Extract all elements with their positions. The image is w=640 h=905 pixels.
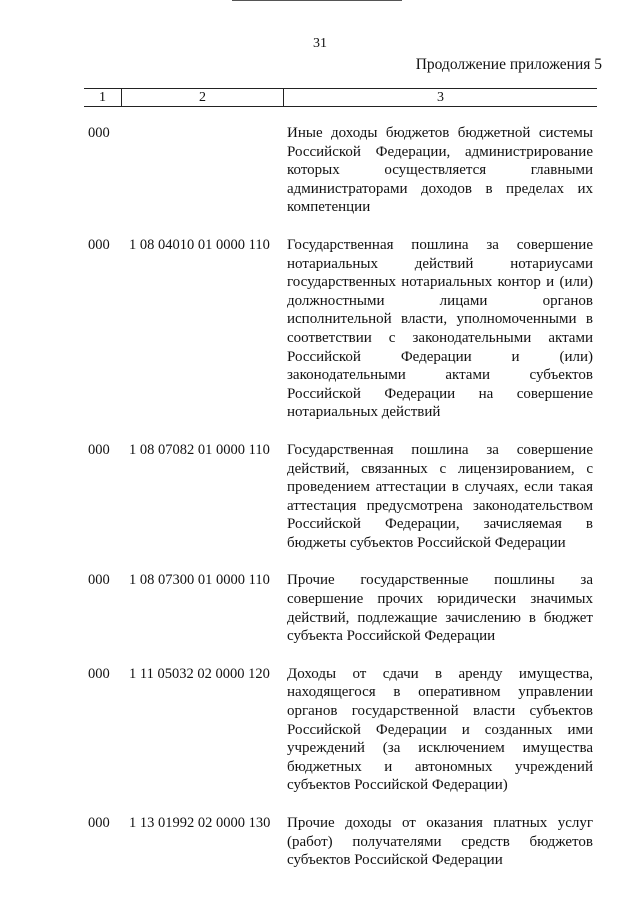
appendix-continuation-note: Продолжение приложения 5	[415, 56, 602, 73]
table-body	[0, 124, 640, 889]
header-col-3: 3	[437, 90, 444, 105]
admin-code: 000	[88, 441, 110, 458]
budget-classification-code: 1 13 01992 02 0000 130	[129, 815, 271, 831]
admin-code: 000	[88, 815, 110, 831]
income-description: Доходы от сдачи в аренду имущества, находящегося в оперативном управлении органов государственной власти субъектов Российской Федерации и созданных ими учреждений (за исключением имущества бюджетных и автономных учреждений субъектов Российской Федерации)	[287, 665, 593, 794]
budget-classification-code: 1 08 07082 01 0000 110	[129, 441, 270, 458]
income-description: Государственная пошлина за совершение нотариальных действий нотариусами государственных нотариальных контор и (или) должностными лицами органов исполнительной власти, уполномоченными в соответствии с законодательными актами Российской Федерации и (или) законодательными актами субъектов Российской Федерации на совершение нотариальных действий	[287, 236, 593, 421]
table-row	[0, 441, 640, 553]
page-number: 31	[313, 36, 327, 51]
table-header-row	[84, 88, 597, 107]
admin-code: 000	[88, 665, 110, 682]
table-row	[0, 571, 640, 645]
table-row	[0, 665, 640, 795]
budget-classification-code: 1 08 04010 01 0000 110	[129, 236, 270, 253]
table-row	[0, 236, 640, 422]
admin-code: 000	[88, 236, 110, 253]
header-col-2: 2	[122, 89, 284, 106]
table-row	[0, 814, 640, 870]
top-edge-rule	[232, 0, 402, 1]
admin-code: 000	[88, 125, 110, 141]
header-col-1: 1	[84, 89, 122, 106]
income-description: Прочие доходы от оказания платных услуг (работ) получателями средств бюджетов субъектов Российской Федерации	[287, 815, 593, 869]
budget-classification-code: 1 08 07300 01 0000 110	[129, 572, 270, 589]
income-description: Государственная пошлина за совершение действий, связанных с лицензированием, с проведением аттестации в случаях, если такая аттестация предусмотрена законодательством Российской Федерации, зачисляемая в бюджеты субъектов Российской Федерации	[287, 441, 593, 551]
income-description: Прочие государственные пошлины за совершение прочих юридически значимых действий, подлежащие зачислению в бюджет субъекта Российской Федерации	[287, 572, 593, 645]
budget-classification-code: 1 11 05032 02 0000 120	[129, 665, 270, 682]
table-row	[0, 124, 640, 217]
admin-code: 000	[88, 572, 110, 589]
income-description: Иные доходы бюджетов бюджетной системы Российской Федерации, администрирование которых осуществляется главными администраторами доходов в пределах их компетенции	[287, 125, 593, 216]
